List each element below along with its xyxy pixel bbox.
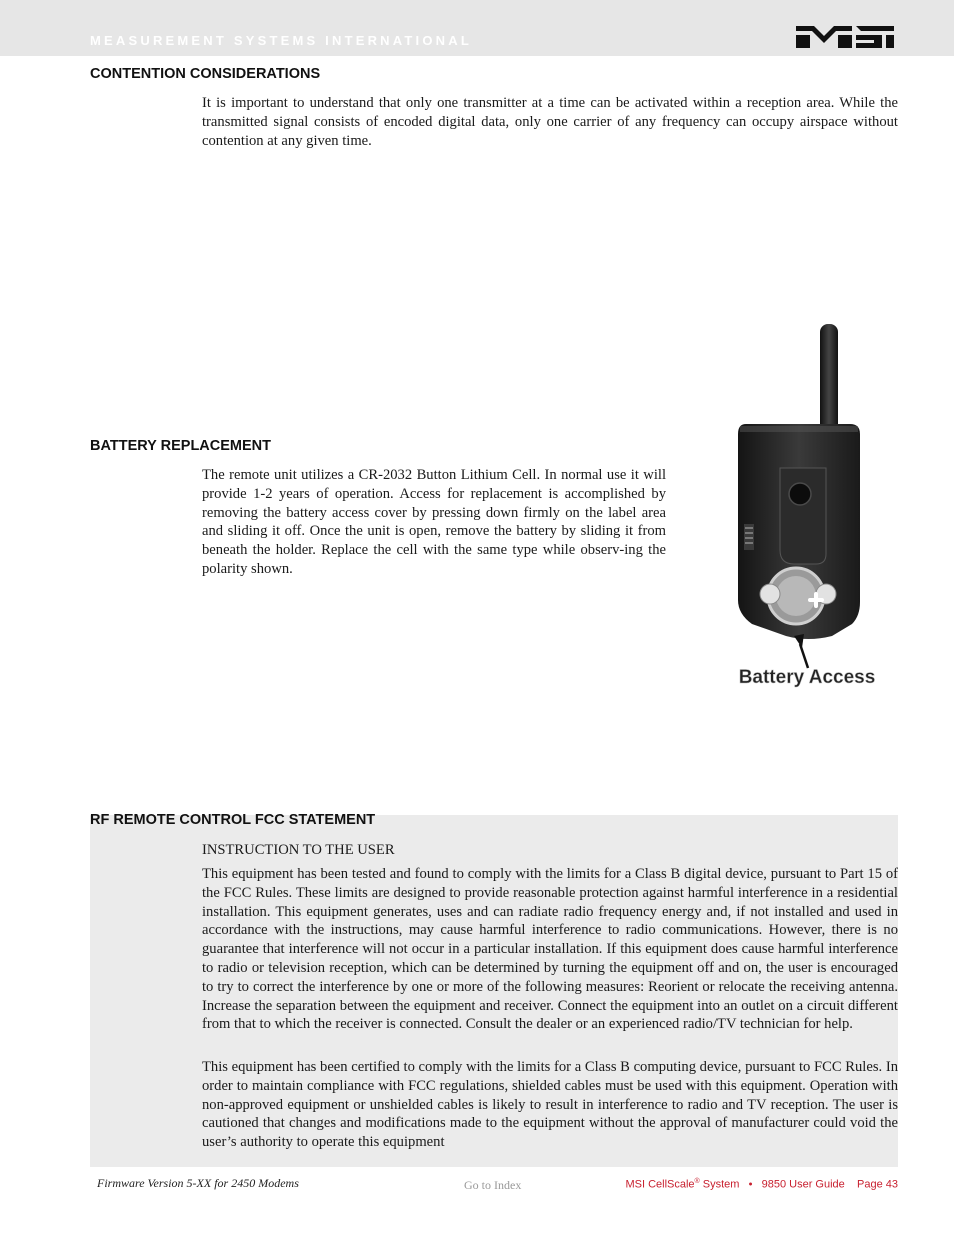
- remote-unit-photo: [722, 318, 892, 696]
- contention-body: It is important to understand that only one transmitter at a time can be activated within a reception area. While the transmitted signal consists of encoded digital data, only one carrier of any frequency can occupy airspace without contention at any given time.: [202, 95, 898, 149]
- arrow-head-icon: [794, 634, 804, 648]
- registered-mark: ®: [694, 1178, 700, 1185]
- fcc-subtitle: INSTRUCTION TO THE USER: [202, 842, 395, 858]
- fcc-paragraph-2: This equipment has been certified to comply with the limits for a Class B computing device, pursuant to FCC Rules. In order to maintain compliance with FCC regulations, shielded cables must be used with this equipment. Operation with non-approved equipment or unshielded cables is likely to result in interference to radio and TV reception. The user is cautioned that changes and modifications made to the equipment without the approval of manufacturer could void the user’s authority to operate this equipment: [202, 1059, 898, 1151]
- page-header: [0, 0, 954, 56]
- arrow-line: [800, 644, 808, 668]
- fcc-heading: RF REMOTE CONTROL FCC STATEMENT: [90, 812, 376, 828]
- product-name: MSI CellScale: [625, 1178, 695, 1191]
- contention-heading: CONTENTION CONSIDERATIONS: [90, 66, 321, 82]
- battery-access-caption: Battery Access: [738, 667, 876, 688]
- button-icon: [789, 483, 811, 505]
- firmware-version: Firmware Version 5-XX for 2450 Modems: [97, 1176, 299, 1190]
- antenna: [820, 324, 838, 434]
- guide-page-number: System • 9850 User Guide Page 43: [699, 1178, 898, 1191]
- battery-access-cover: [780, 468, 826, 564]
- battery-heading: BATTERY REPLACEMENT: [90, 438, 271, 454]
- msi-logo: [794, 22, 896, 50]
- fcc-paragraph-1: This equipment has been tested and found to comply with the limits for a Class B digital device, pursuant to Part 15 of the FCC Rules. These limits are designed to provide reasonable protection against harmful interference in a residential installation. This equipment generates, uses and can radiate radio frequency energy and, if not installed and used in accordance with the instructions, may cause harmful interference to radio communications. However, there is no guarantee that interference will not occur in a particular installation. If this equipment does cause harmful interference to radio or television reception, which can be determined by turning the equipment off and on, the user is encouraged to try to correct the interference by one or more of the following measures: Reorient or relocate the receiving antenna. Increase the separation between the equipment and receiver. Connect the equipment into an outlet on a circuit different from that to which the receiver is connected. Consult the dealer or an experienced radio/TV technician for help.: [202, 866, 898, 1033]
- company-name: MEASUREMENT SYSTEMS INTERNATIONAL: [90, 33, 472, 48]
- battery-body: The remote unit utilizes a CR-2032 Button Lithium Cell. In normal use it will provide 1-2 years of operation. Access for replacement is accomplished by removing the battery access cover by pressing down firmly on the label area and sliding it off. Once the unit is open, remove the battery by sliding it from beneath the holder. Replace the cell with the same type while observ-ing the polarity shown.: [202, 467, 666, 577]
- go-to-index-link[interactable]: Go to Index: [464, 1178, 522, 1192]
- page-footer-info: [625, 1178, 898, 1191]
